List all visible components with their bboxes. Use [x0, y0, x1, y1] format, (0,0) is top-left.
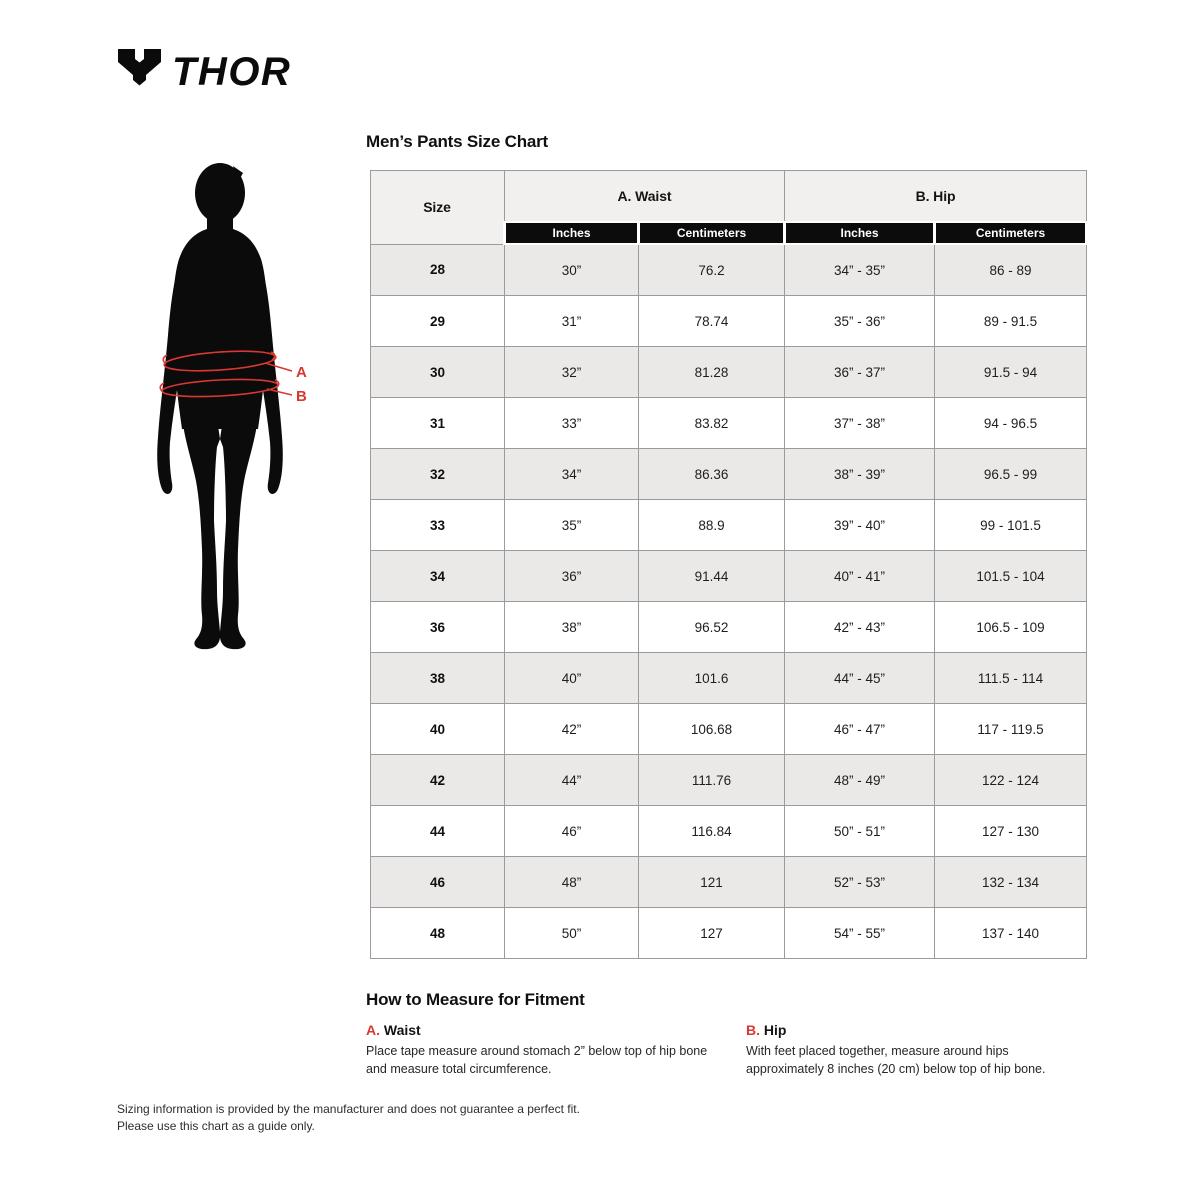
subheader-waist-inches: Inches [505, 222, 639, 244]
howto-title: How to Measure for Fitment [366, 990, 585, 1009]
cell-hip-centimeters: 94 - 96.5 [935, 398, 1087, 449]
cell-waist-centimeters: 83.82 [639, 398, 785, 449]
cell-hip-centimeters: 96.5 - 99 [935, 449, 1087, 500]
thor-logo [116, 46, 306, 98]
cell-size: 36 [371, 602, 505, 653]
table-row [371, 244, 1087, 296]
thor-logo-graphic [116, 46, 306, 98]
cell-hip-inches: 37” - 38” [785, 398, 935, 449]
disclaimer [117, 1101, 637, 1136]
cell-waist-centimeters: 116.84 [639, 806, 785, 857]
disclaimer-line-2: Please use this chart as a guide only. [117, 1119, 315, 1134]
table-row [371, 296, 1087, 347]
table-row [371, 347, 1087, 398]
cell-waist-inches: 31” [505, 296, 639, 347]
cell-hip-centimeters: 132 - 134 [935, 857, 1087, 908]
howto-waist-letter: A. [366, 1022, 380, 1038]
table-row [371, 755, 1087, 806]
cell-waist-centimeters: 96.52 [639, 602, 785, 653]
cell-hip-centimeters: 117 - 119.5 [935, 704, 1087, 755]
table-row [371, 449, 1087, 500]
cell-waist-centimeters: 106.68 [639, 704, 785, 755]
cell-size: 28 [371, 244, 505, 296]
cell-size: 34 [371, 551, 505, 602]
cell-waist-inches: 30” [505, 244, 639, 296]
cell-size: 33 [371, 500, 505, 551]
table-row [371, 500, 1087, 551]
cell-waist-inches: 33” [505, 398, 639, 449]
cell-size: 30 [371, 347, 505, 398]
thor-horns-icon [118, 49, 161, 86]
cell-hip-centimeters: 137 - 140 [935, 908, 1087, 959]
subheader-waist-centimeters: Centimeters [639, 222, 785, 244]
cell-size: 46 [371, 857, 505, 908]
subheader-hip-inches: Inches [785, 222, 935, 244]
thor-wordmark: THOR [172, 50, 292, 94]
cell-waist-inches: 50” [505, 908, 639, 959]
cell-waist-centimeters: 78.74 [639, 296, 785, 347]
figure-right-leg [220, 419, 258, 649]
cell-hip-centimeters: 91.5 - 94 [935, 347, 1087, 398]
cell-hip-inches: 44” - 45” [785, 653, 935, 704]
cell-waist-centimeters: 121 [639, 857, 785, 908]
column-header-hip: B. Hip [785, 171, 1087, 223]
cell-size: 48 [371, 908, 505, 959]
cell-hip-inches: 50” - 51” [785, 806, 935, 857]
size-table [370, 170, 1088, 959]
body-silhouette [145, 155, 320, 665]
cell-waist-inches: 48” [505, 857, 639, 908]
howto-hip-heading [746, 1022, 1082, 1038]
cell-hip-centimeters: 127 - 130 [935, 806, 1087, 857]
cell-size: 40 [371, 704, 505, 755]
table-row [371, 602, 1087, 653]
figure-label-a: A [296, 364, 307, 381]
cell-hip-centimeters: 99 - 101.5 [935, 500, 1087, 551]
cell-hip-inches: 38” - 39” [785, 449, 935, 500]
cell-hip-centimeters: 122 - 124 [935, 755, 1087, 806]
cell-waist-centimeters: 111.76 [639, 755, 785, 806]
cell-size: 31 [371, 398, 505, 449]
cell-waist-centimeters: 101.6 [639, 653, 785, 704]
cell-hip-centimeters: 106.5 - 109 [935, 602, 1087, 653]
cell-waist-inches: 46” [505, 806, 639, 857]
cell-hip-inches: 35” - 36” [785, 296, 935, 347]
size-table-container [370, 170, 1088, 959]
table-row [371, 806, 1087, 857]
cell-waist-centimeters: 88.9 [639, 500, 785, 551]
cell-size: 29 [371, 296, 505, 347]
cell-waist-centimeters: 76.2 [639, 244, 785, 296]
cell-hip-centimeters: 111.5 - 114 [935, 653, 1087, 704]
cell-hip-inches: 42” - 43” [785, 602, 935, 653]
cell-size: 38 [371, 653, 505, 704]
howto-item-hip [746, 1022, 1082, 1079]
measurement-figure [145, 155, 320, 665]
table-row [371, 704, 1087, 755]
cell-size: 32 [371, 449, 505, 500]
figure-left-leg [182, 419, 220, 649]
subheader-hip-centimeters: Centimeters [935, 222, 1087, 244]
cell-waist-inches: 34” [505, 449, 639, 500]
cell-waist-centimeters: 91.44 [639, 551, 785, 602]
cell-hip-inches: 36” - 37” [785, 347, 935, 398]
table-row [371, 908, 1087, 959]
cell-hip-inches: 40” - 41” [785, 551, 935, 602]
howto-hip-letter: B. [746, 1022, 760, 1038]
column-header-size: Size [371, 171, 505, 245]
cell-waist-inches: 32” [505, 347, 639, 398]
table-row [371, 857, 1087, 908]
cell-waist-inches: 38” [505, 602, 639, 653]
cell-waist-inches: 35” [505, 500, 639, 551]
cell-hip-inches: 39” - 40” [785, 500, 935, 551]
cell-hip-inches: 48” - 49” [785, 755, 935, 806]
cell-waist-inches: 40” [505, 653, 639, 704]
cell-size: 42 [371, 755, 505, 806]
column-header-waist: A. Waist [505, 171, 785, 223]
page-title: Men’s Pants Size Chart [366, 132, 549, 151]
table-row [371, 398, 1087, 449]
howto-item-waist [366, 1022, 718, 1079]
table-row [371, 551, 1087, 602]
cell-hip-centimeters: 89 - 91.5 [935, 296, 1087, 347]
cell-size: 44 [371, 806, 505, 857]
cell-waist-centimeters: 127 [639, 908, 785, 959]
disclaimer-line-1: Sizing information is provided by the manufacturer and does not guarantee a perfect fit. [117, 1102, 580, 1116]
table-row [371, 653, 1087, 704]
cell-waist-inches: 42” [505, 704, 639, 755]
figure-label-b: B [296, 388, 307, 405]
cell-hip-inches: 46” - 47” [785, 704, 935, 755]
howto-waist-text: Place tape measure around stomach 2” below top of hip bone and measure total circumference. [366, 1044, 708, 1076]
size-table-body [371, 244, 1087, 959]
cell-waist-inches: 36” [505, 551, 639, 602]
howto-hip-name: Hip [763, 1022, 787, 1038]
cell-hip-inches: 54” - 55” [785, 908, 935, 959]
cell-waist-centimeters: 86.36 [639, 449, 785, 500]
cell-hip-inches: 52” - 53” [785, 857, 935, 908]
howto-waist-heading [366, 1022, 718, 1038]
cell-hip-centimeters: 86 - 89 [935, 244, 1087, 296]
cell-waist-centimeters: 81.28 [639, 347, 785, 398]
howto-waist-name: Waist [383, 1022, 421, 1038]
howto-hip-text: With feet placed together, measure around hips approximately 8 inches (20 cm) below top of hip bone. [746, 1044, 1046, 1076]
cell-hip-inches: 34” - 35” [785, 244, 935, 296]
cell-hip-centimeters: 101.5 - 104 [935, 551, 1087, 602]
cell-waist-inches: 44” [505, 755, 639, 806]
